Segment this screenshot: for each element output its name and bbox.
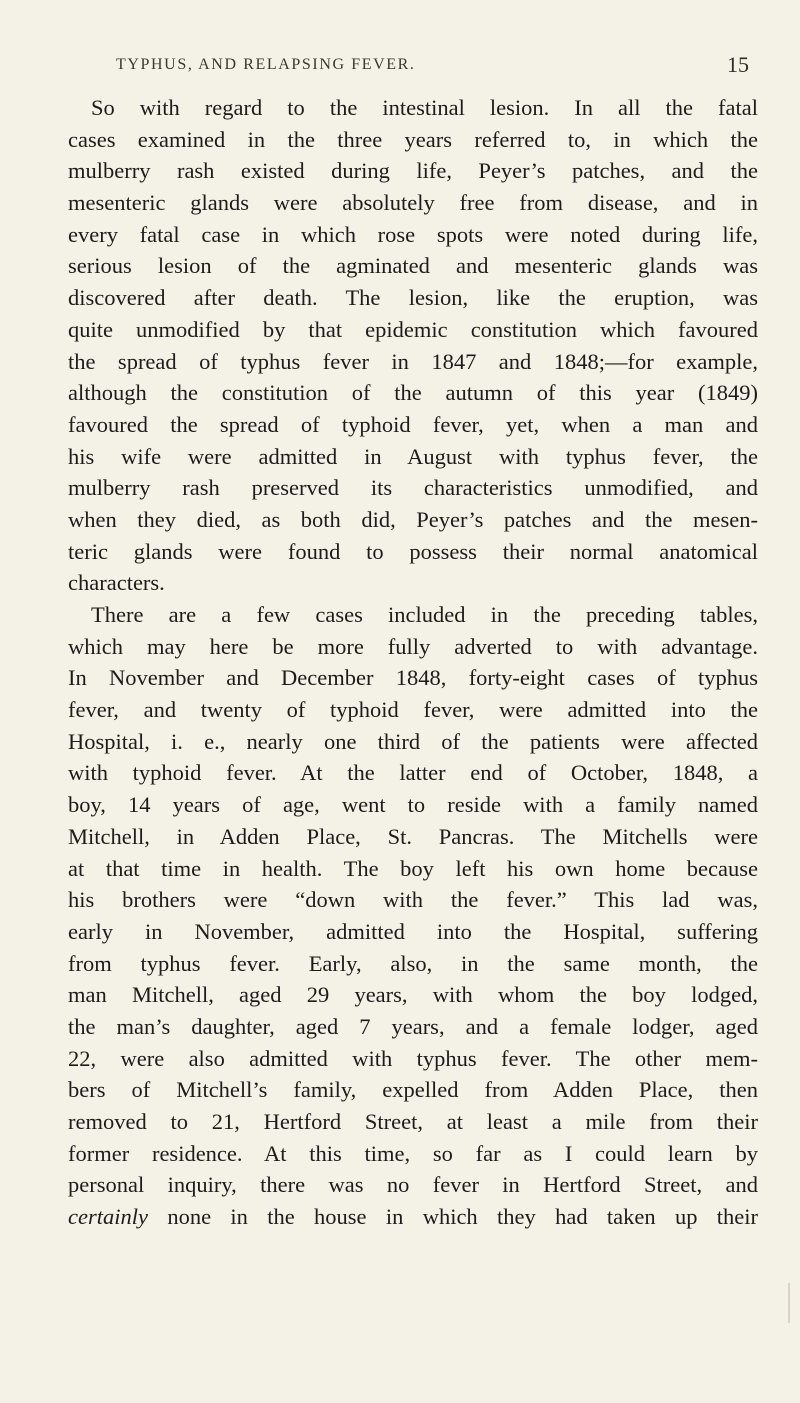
text-line: So with regard to the intestinal lesion. In all the fatal [91, 95, 758, 120]
text-line-last [68, 1201, 758, 1233]
body-text [68, 92, 758, 1233]
text-line: the man’s daughter, aged 7 years, and a female lodger, aged [68, 1013, 758, 1039]
text-line: discovered after death. The lesion, like the eruption, was [68, 285, 758, 311]
text-line: from typhus fever. Early, also, in the same month, the [68, 950, 758, 976]
text-line: In November and December 1848, forty-eight cases of typhus [68, 665, 758, 691]
text-line: quite unmodified by that epidemic constitution which favoured [68, 316, 758, 342]
text-line: favoured the spread of typhoid fever, yet, when a man and [68, 411, 758, 437]
text-line: although the constitution of the autumn of this year (1849) [68, 380, 758, 406]
page-header [0, 52, 800, 82]
text-line: which may here be more fully adverted to with advantage. [68, 633, 758, 659]
text-line-last-rest: none in the house in which they had taken up their [167, 1204, 759, 1230]
text-line: mulberry rash existed during life, Peyer’s patches, and the [68, 158, 758, 184]
text-line: boy, 14 years of age, went to reside with a family named [68, 792, 758, 818]
text-line: personal inquiry, there was no fever in Hertford Street, and [68, 1172, 758, 1198]
text-line: with typhoid fever. At the latter end of October, 1848, a [68, 760, 758, 786]
text-line: mulberry rash preserved its characteristics unmodified, and [68, 475, 758, 501]
page-edge-mark [788, 1283, 790, 1323]
text-line: serious lesion of the agminated and mesenteric glands was [68, 253, 758, 279]
text-line: his wife were admitted in August with typhus fever, the [68, 443, 758, 469]
text-line: characters. [68, 570, 165, 596]
text-line: former residence. At this time, so far as I could learn by [68, 1140, 758, 1166]
text-line: the spread of typhus fever in 1847 and 1848;—for example, [68, 348, 758, 374]
text-line: at that time in health. The boy left his own home because [68, 855, 758, 881]
running-head: TYPHUS, AND RELAPSING FEVER. [116, 56, 416, 73]
text-line: Mitchell, in Adden Place, St. Pancras. The Mitchells were [68, 823, 758, 849]
text-line: when they died, as both did, Peyer’s patches and the mesen- [68, 506, 758, 532]
text-line: bers of Mitchell’s family, expelled from Adden Place, then [68, 1077, 758, 1103]
text-line: mesenteric glands were absolutely free from disease, and in [68, 190, 758, 216]
text-line: fever, and twenty of typhoid fever, were admitted into the [68, 697, 758, 723]
text-line: man Mitchell, aged 29 years, with whom the boy lodged, [68, 982, 758, 1008]
page-number: 15 [727, 52, 749, 77]
text-line: early in November, admitted into the Hospital, suffering [68, 918, 758, 944]
text-line: There are a few cases included in the preceding tables, [91, 602, 758, 627]
text-line: his brothers were “down with the fever.” This lad was, [68, 887, 758, 913]
text-line: every fatal case in which rose spots were noted during life, [68, 221, 758, 247]
text-line: 22, were also admitted with typhus fever. The other mem- [68, 1045, 758, 1071]
emphasis-certainly: certainly [68, 1204, 148, 1230]
text-line: removed to 21, Hertford Street, at least a mile from their [68, 1109, 758, 1134]
text-line: Hospital, i. e., nearly one third of the patients were affected [68, 728, 758, 754]
text-line: cases examined in the three years referred to, in which the [68, 126, 758, 152]
text-line: teric glands were found to possess their normal anatomical [68, 538, 758, 564]
